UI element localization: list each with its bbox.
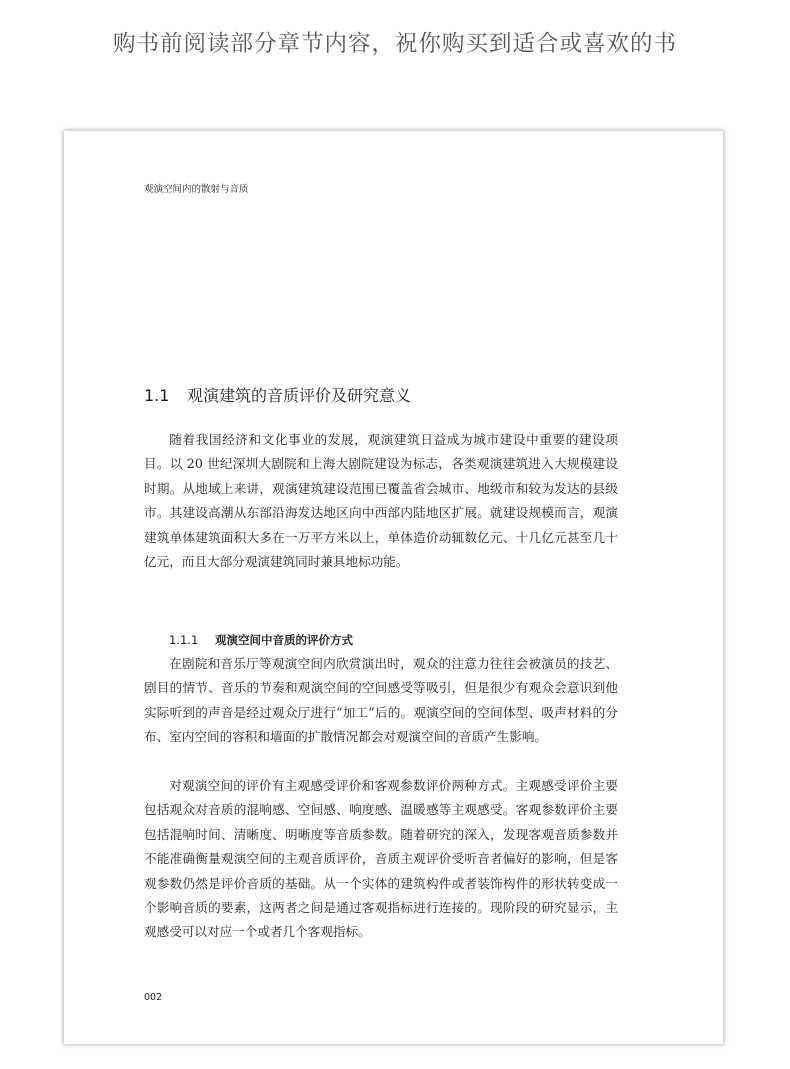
section-heading (144, 383, 411, 406)
preview-banner: 购书前阅读部分章节内容，祝你购买到适合或喜欢的书 (112, 31, 677, 57)
paragraph: 在剧院和音乐厅等观演空间内欣赏演出时，观众的注意力往往会被演员的技艺、剧目的情节、音乐的节奏和观演空间的空间感受等吸引，但是很少有观众会意识到他实际听到的声音是经过观众厅进行“加工”后的。观演空间的空间体型、吸声材料的分布、室内空间的容积和墙面的扩散情况都会对观演空间的音质产生影响。 (144, 656, 618, 745)
subsection-number: 1.1.1 (169, 633, 199, 647)
paragraph: 随着我国经济和文化事业的发展，观演建筑日益成为城市建设中重要的建设项目。以 20 世纪深圳大剧院和上海大剧院建设为标志，各类观演建筑进入大规模建设时期。从地域上来讲，观演建筑建设范围已覆盖省会城市、地级市和较为发达的县级市。其建设高潮从东部沿海发达地区向中西部内陆地区扩展。就建设规模而言，观演建筑单体建筑面积大多在一万平方米以上，单体造价动辄数亿元、十几亿元甚至几十亿元，而且大部分观演建筑同时兼具地标功能。 (144, 432, 618, 570)
paragraph: 对观演空间的评价有主观感受评价和客观参数评价两种方式。主观感受评价主要包括观众对音质的混响感、空间感、响度感、温暖感等主观感受。客观参数评价主要包括混响时间、清晰度、明晰度等音质参数。随着研究的深入，发现客观音质参数并不能准确衡量观演空间的主观音质评价，音质主观评价受听音者偏好的影响，但是客观参数仍然是评价音质的基础。从一个实体的建筑构件或者装饰构件的形状转变成一个影响音质的要素，这两者之间是通过客观指标进行连接的。现阶段的研究显示，主观感受可以对应一个或者几个客观指标。 (144, 778, 618, 940)
book-page (64, 131, 723, 1044)
page-number: 002 (144, 992, 163, 1003)
section-number: 1.1 (144, 386, 170, 405)
subsection-title: 观演空间中音质的评价方式 (215, 633, 353, 647)
running-head: 观演空间内的散射与音质 (144, 184, 249, 195)
section-title: 观演建筑的音质评价及研究意义 (187, 386, 412, 405)
subsection-heading (169, 632, 353, 648)
